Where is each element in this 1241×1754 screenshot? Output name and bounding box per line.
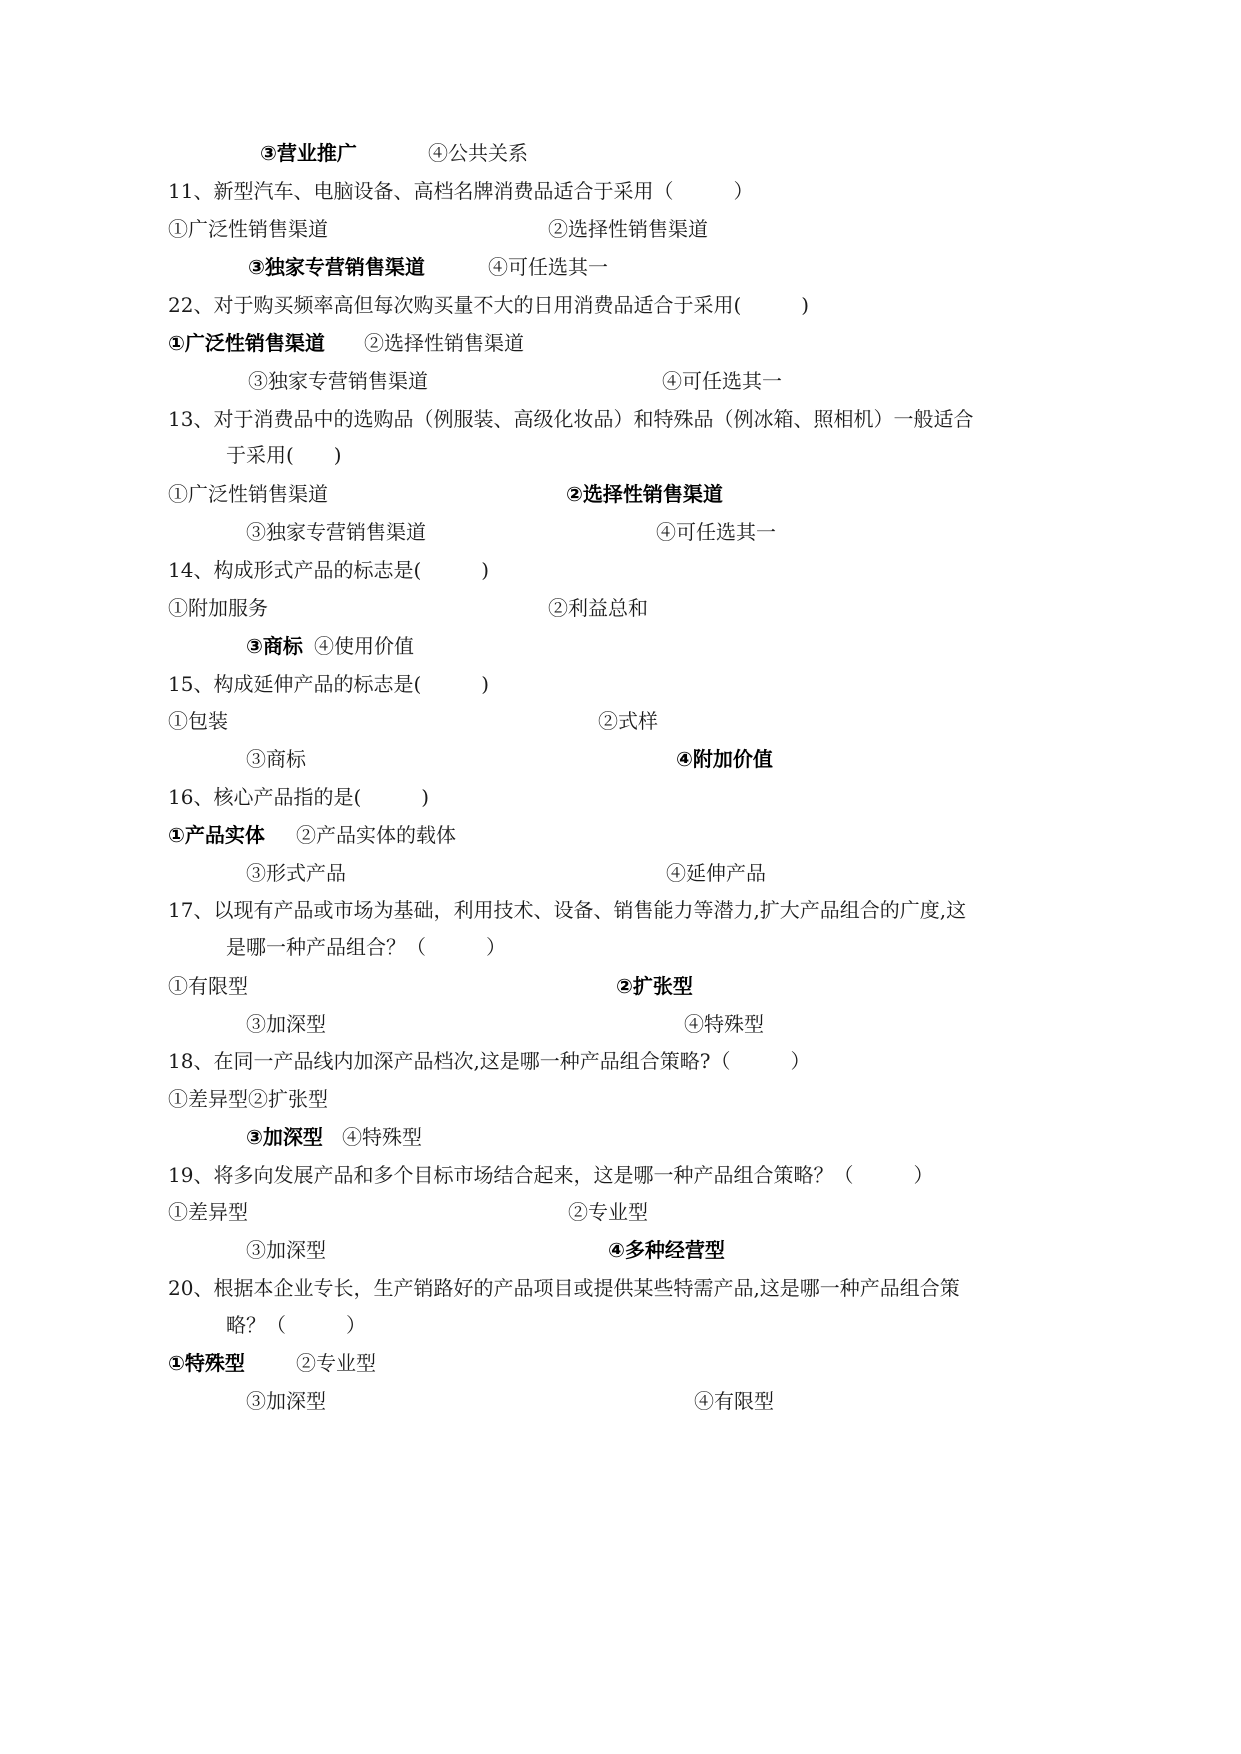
answer-option: ②利益总和 <box>548 596 648 620</box>
options-line <box>246 1124 422 1150</box>
options-line <box>168 1350 376 1376</box>
options-line <box>246 1011 764 1037</box>
answer-option: ④公共关系 <box>428 141 528 165</box>
question-15: 15、构成延伸产品的标志是( ) <box>168 672 490 696</box>
options-line <box>246 860 766 886</box>
answer-option: ④可任选其一 <box>656 520 776 544</box>
answer-option: ②式样 <box>598 709 658 733</box>
answer-option: ③形式产品 <box>246 861 346 885</box>
question-17-continued: 是哪一种产品组合？（ ） <box>226 935 506 959</box>
answer-option: ③加深型 <box>246 1012 326 1036</box>
answer-option: ①有限型 <box>168 974 248 998</box>
answer-option-selected: ①广泛性销售渠道 <box>168 331 325 355</box>
answer-option: ②选择性销售渠道 <box>364 331 524 355</box>
options-line <box>168 708 658 734</box>
question-20: 20、根据本企业专长，生产销路好的产品项目或提供某些特需产品,这是哪一种产品组合策 <box>168 1276 960 1300</box>
options-line <box>168 1199 648 1225</box>
answer-option-selected: ①产品实体 <box>168 823 265 847</box>
options-line <box>168 822 456 848</box>
answer-option: ④可任选其一 <box>662 369 782 393</box>
answer-option-selected: ③营业推广 <box>260 141 357 165</box>
answer-option: ①广泛性销售渠道 <box>168 217 328 241</box>
answer-option: ②专业型 <box>296 1351 376 1375</box>
options-line <box>246 1388 774 1414</box>
options-line <box>168 595 648 621</box>
answer-option-selected: ④多种经营型 <box>608 1238 725 1262</box>
answer-option: ①附加服务 <box>168 596 268 620</box>
answer-option: ③加深型 <box>246 1238 326 1262</box>
options-line <box>246 1237 725 1263</box>
options-line <box>248 368 782 394</box>
options-line <box>246 633 414 659</box>
answer-option: ③加深型 <box>246 1389 326 1413</box>
answer-option-selected: ④附加价值 <box>676 747 773 771</box>
question-11: 11、新型汽车、电脑设备、高档名牌消费品适合于采用（ ） <box>168 179 754 203</box>
options-line <box>168 216 708 242</box>
answer-option: ②选择性销售渠道 <box>548 217 708 241</box>
answer-option: ②产品实体的载体 <box>296 823 456 847</box>
options-line <box>168 481 723 507</box>
options-line <box>248 254 608 280</box>
answer-option: ③独家专营销售渠道 <box>248 369 428 393</box>
question-16: 16、核心产品指的是( ) <box>168 785 430 809</box>
answer-option-selected: ③商标 <box>246 634 303 658</box>
options-line <box>246 519 776 545</box>
answer-option: ④延伸产品 <box>666 861 766 885</box>
answer-option-selected: ①特殊型 <box>168 1351 245 1375</box>
answer-option: ④使用价值 <box>314 634 414 658</box>
answer-option-selected: ③独家专营销售渠道 <box>248 255 425 279</box>
answer-option: ①包装 <box>168 709 228 733</box>
answer-option-selected: ③加深型 <box>246 1125 323 1149</box>
answer-option: ①差异型 <box>168 1200 248 1224</box>
question-14: 14、构成形式产品的标志是( ) <box>168 558 490 582</box>
answer-option: ①广泛性销售渠道 <box>168 482 328 506</box>
options-line <box>260 140 528 166</box>
answer-option-selected: ②选择性销售渠道 <box>566 482 723 506</box>
question-17: 17、以现有产品或市场为基础，利用技术、设备、销售能力等潜力,扩大产品组合的广度,这 <box>168 898 967 922</box>
question-22: 22、对于购买频率高但每次购买量不大的日用消费品适合于采用( ) <box>168 293 810 317</box>
options-line <box>168 330 524 356</box>
answer-option-selected: ②扩张型 <box>616 974 693 998</box>
question-13: 13、对于消费品中的选购品（例服装、高级化妆品）和特殊品（例冰箱、照相机）一般适合 <box>168 407 974 431</box>
question-19: 19、将多向发展产品和多个目标市场结合起来，这是哪一种产品组合策略？（ ） <box>168 1163 934 1187</box>
options-line <box>168 1086 328 1112</box>
answer-option: ③商标 <box>246 747 306 771</box>
answer-option: ④特殊型 <box>342 1125 422 1149</box>
question-13-continued: 于采用( ) <box>226 443 342 467</box>
options-line <box>246 746 773 772</box>
answer-option: ④有限型 <box>694 1389 774 1413</box>
options-line <box>168 973 693 999</box>
question-18: 18、在同一产品线内加深产品档次,这是哪一种产品组合策略?（ ） <box>168 1049 811 1073</box>
answer-option: ③独家专营销售渠道 <box>246 520 426 544</box>
answer-option: ①差异型②扩张型 <box>168 1087 328 1111</box>
answer-option: ②专业型 <box>568 1200 648 1224</box>
answer-option: ④特殊型 <box>684 1012 764 1036</box>
answer-option: ④可任选其一 <box>488 255 608 279</box>
question-20-continued: 略？（ ） <box>226 1313 366 1337</box>
